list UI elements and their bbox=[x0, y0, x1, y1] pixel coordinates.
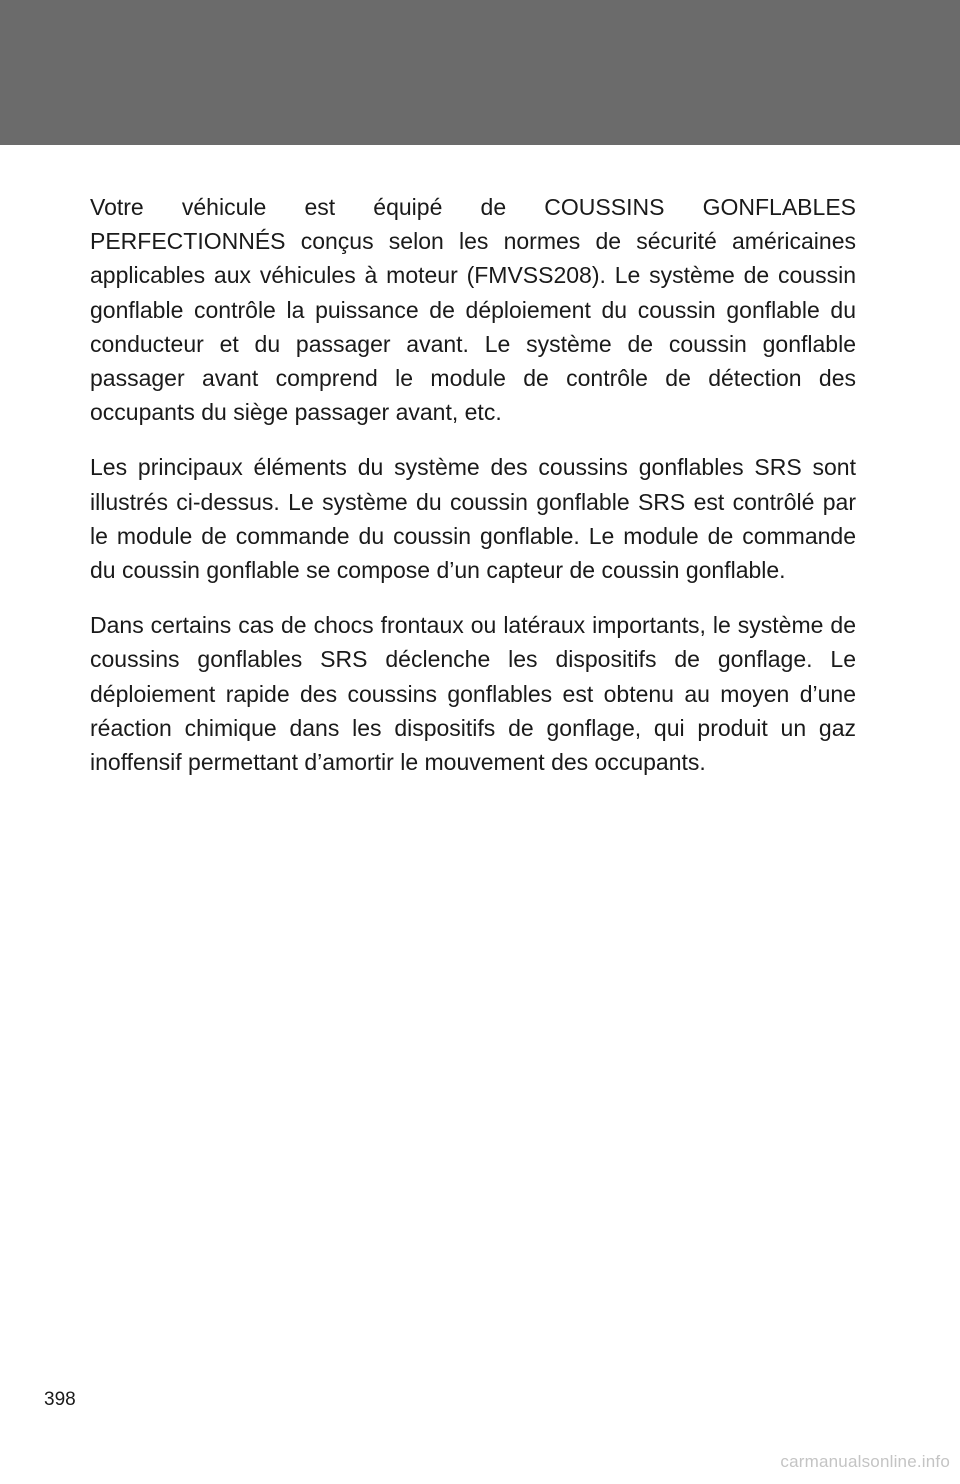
header-band bbox=[0, 0, 960, 145]
paragraph-deployment: Dans certains cas de chocs frontaux ou latéraux importants, le système de coussins gonflables SRS déclenche les dispositifs de gonflage. Le déploiement rapide des coussins gonflables est obtenu au moyen d’une réaction chimique dans les dispositifs de gonflage, qui produit un gaz inoffensif permettant d’amortir le mouvement des occupants. bbox=[90, 612, 856, 776]
page-content bbox=[90, 190, 856, 800]
watermark-text: carmanualsonline.info bbox=[780, 1452, 950, 1471]
page-number: 398 bbox=[44, 1389, 76, 1410]
paragraph-advanced-airbags: Votre véhicule est équipé de COUSSINS GONFLABLES PERFECTIONNÉS conçus selon les normes de sécurité américaines applicables aux véhicules à moteur (FMVSS208). Le système de coussin gonflable contrôle la puissance de déploiement du coussin gonflable du conducteur et du passager avant. Le système de coussin gonflable passager avant comprend le module de contrôle de détection des occupants du siège passager avant, etc. bbox=[90, 194, 856, 426]
paragraph-srs-components: Les principaux éléments du système des coussins gonflables SRS sont illustrés ci-dessus. Le système du coussin gonflable SRS est contrôlé par le module de commande du coussin gonflable. Le module de commande du coussin gonflable se compose d’un capteur de coussin gonflable. bbox=[90, 454, 856, 584]
